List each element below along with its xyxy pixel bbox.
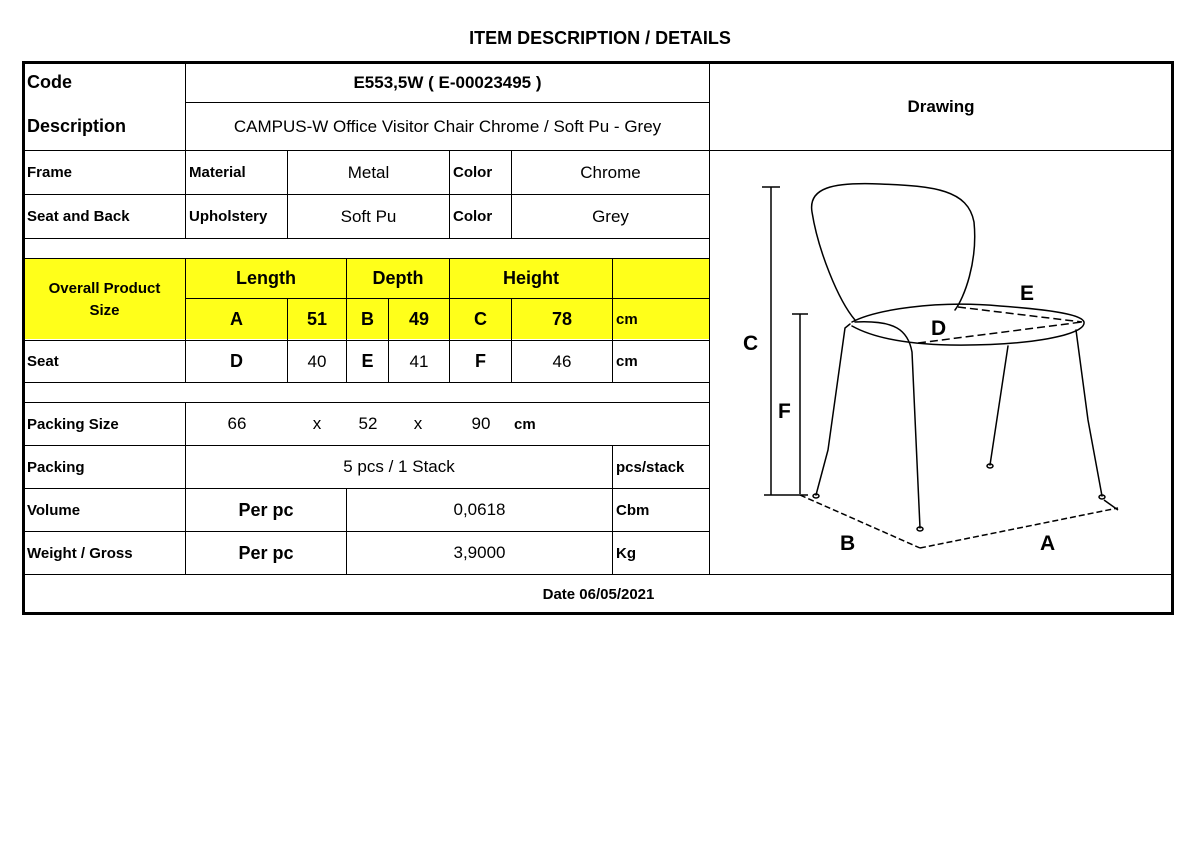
seat-letter-e: E [361,351,374,371]
packing-size-length: 66 [227,414,247,433]
weight-label: Weight / Gross [27,544,133,562]
packing-unit: pcs/stack [616,458,685,476]
overall-unit: cm [616,311,638,328]
document-title: ITEM DESCRIPTION / DETAILS [469,28,731,48]
packing-label: Packing [27,458,85,476]
packing-size-height: 90 [471,414,491,433]
drawing-label-f: F [778,400,791,423]
drawing-label-d: D [931,317,947,340]
dim-letter-c: C [474,309,487,329]
seat-value-d: 40 [307,351,327,371]
drawing-label: Drawing [907,96,975,116]
seat-color-label: Color [453,208,493,225]
dim-value-c: 78 [551,309,573,329]
drawing-label-b: B [840,532,856,555]
row-divider [24,238,709,239]
weight-value: 3,9000 [453,543,506,562]
frame-label: Frame [27,164,73,181]
packing-size-unit: cm [514,415,536,433]
upholstery-label: Upholstery [189,208,268,225]
frame-material-value: Metal [347,162,390,182]
frame-color-label: Color [453,164,493,181]
upholstery-value: Soft Pu [340,206,397,226]
overall-size-label: Overall Product Size [48,279,161,319]
drawing-label-c: C [743,332,759,355]
dim-letter-b: B [361,309,374,329]
code-value: E553,5W ( E-00023495 ) [353,72,542,92]
packing-size-separator: x [312,414,322,433]
weight-unit: Kg [616,544,636,562]
dim-value-b: 49 [408,309,430,329]
height-header: Height [503,268,559,288]
weight-per: Per pc [238,542,294,563]
seat-color-value: Grey [592,206,629,226]
row-divider [24,382,709,383]
dim-value-a: 51 [306,309,328,329]
packing-size-separator: x [413,414,423,433]
length-header: Length [236,268,296,288]
date-footer: Date 06/05/2021 [542,585,655,603]
packing-size-label: Packing Size [27,415,119,433]
packing-size-width: 52 [358,414,378,433]
seat-unit: cm [616,353,638,370]
seat-value-e: 41 [409,351,429,371]
drawing-label-a: A [1040,532,1056,555]
volume-label: Volume [27,501,81,519]
description-label: Description [27,116,127,136]
seat-letter-d: D [230,351,243,371]
frame-color-value: Chrome [580,162,641,182]
description-value: CAMPUS-W Office Visitor Chair Chrome / Soft Pu - Grey [233,116,662,136]
depth-header: Depth [372,268,424,288]
seat-back-label: Seat and Back [27,208,130,225]
volume-unit: Cbm [616,501,650,519]
seat-letter-f: F [475,351,486,371]
packing-value: 5 pcs / 1 Stack [343,457,455,476]
drawing-label-e: E [1020,282,1035,305]
seat-value-f: 46 [552,351,572,371]
volume-value: 0,0618 [453,500,506,519]
seat-label: Seat [27,353,59,370]
dim-letter-a: A [230,309,243,329]
code-label: Code [27,72,72,92]
volume-per: Per pc [238,499,294,520]
frame-material-label: Material [189,164,246,181]
